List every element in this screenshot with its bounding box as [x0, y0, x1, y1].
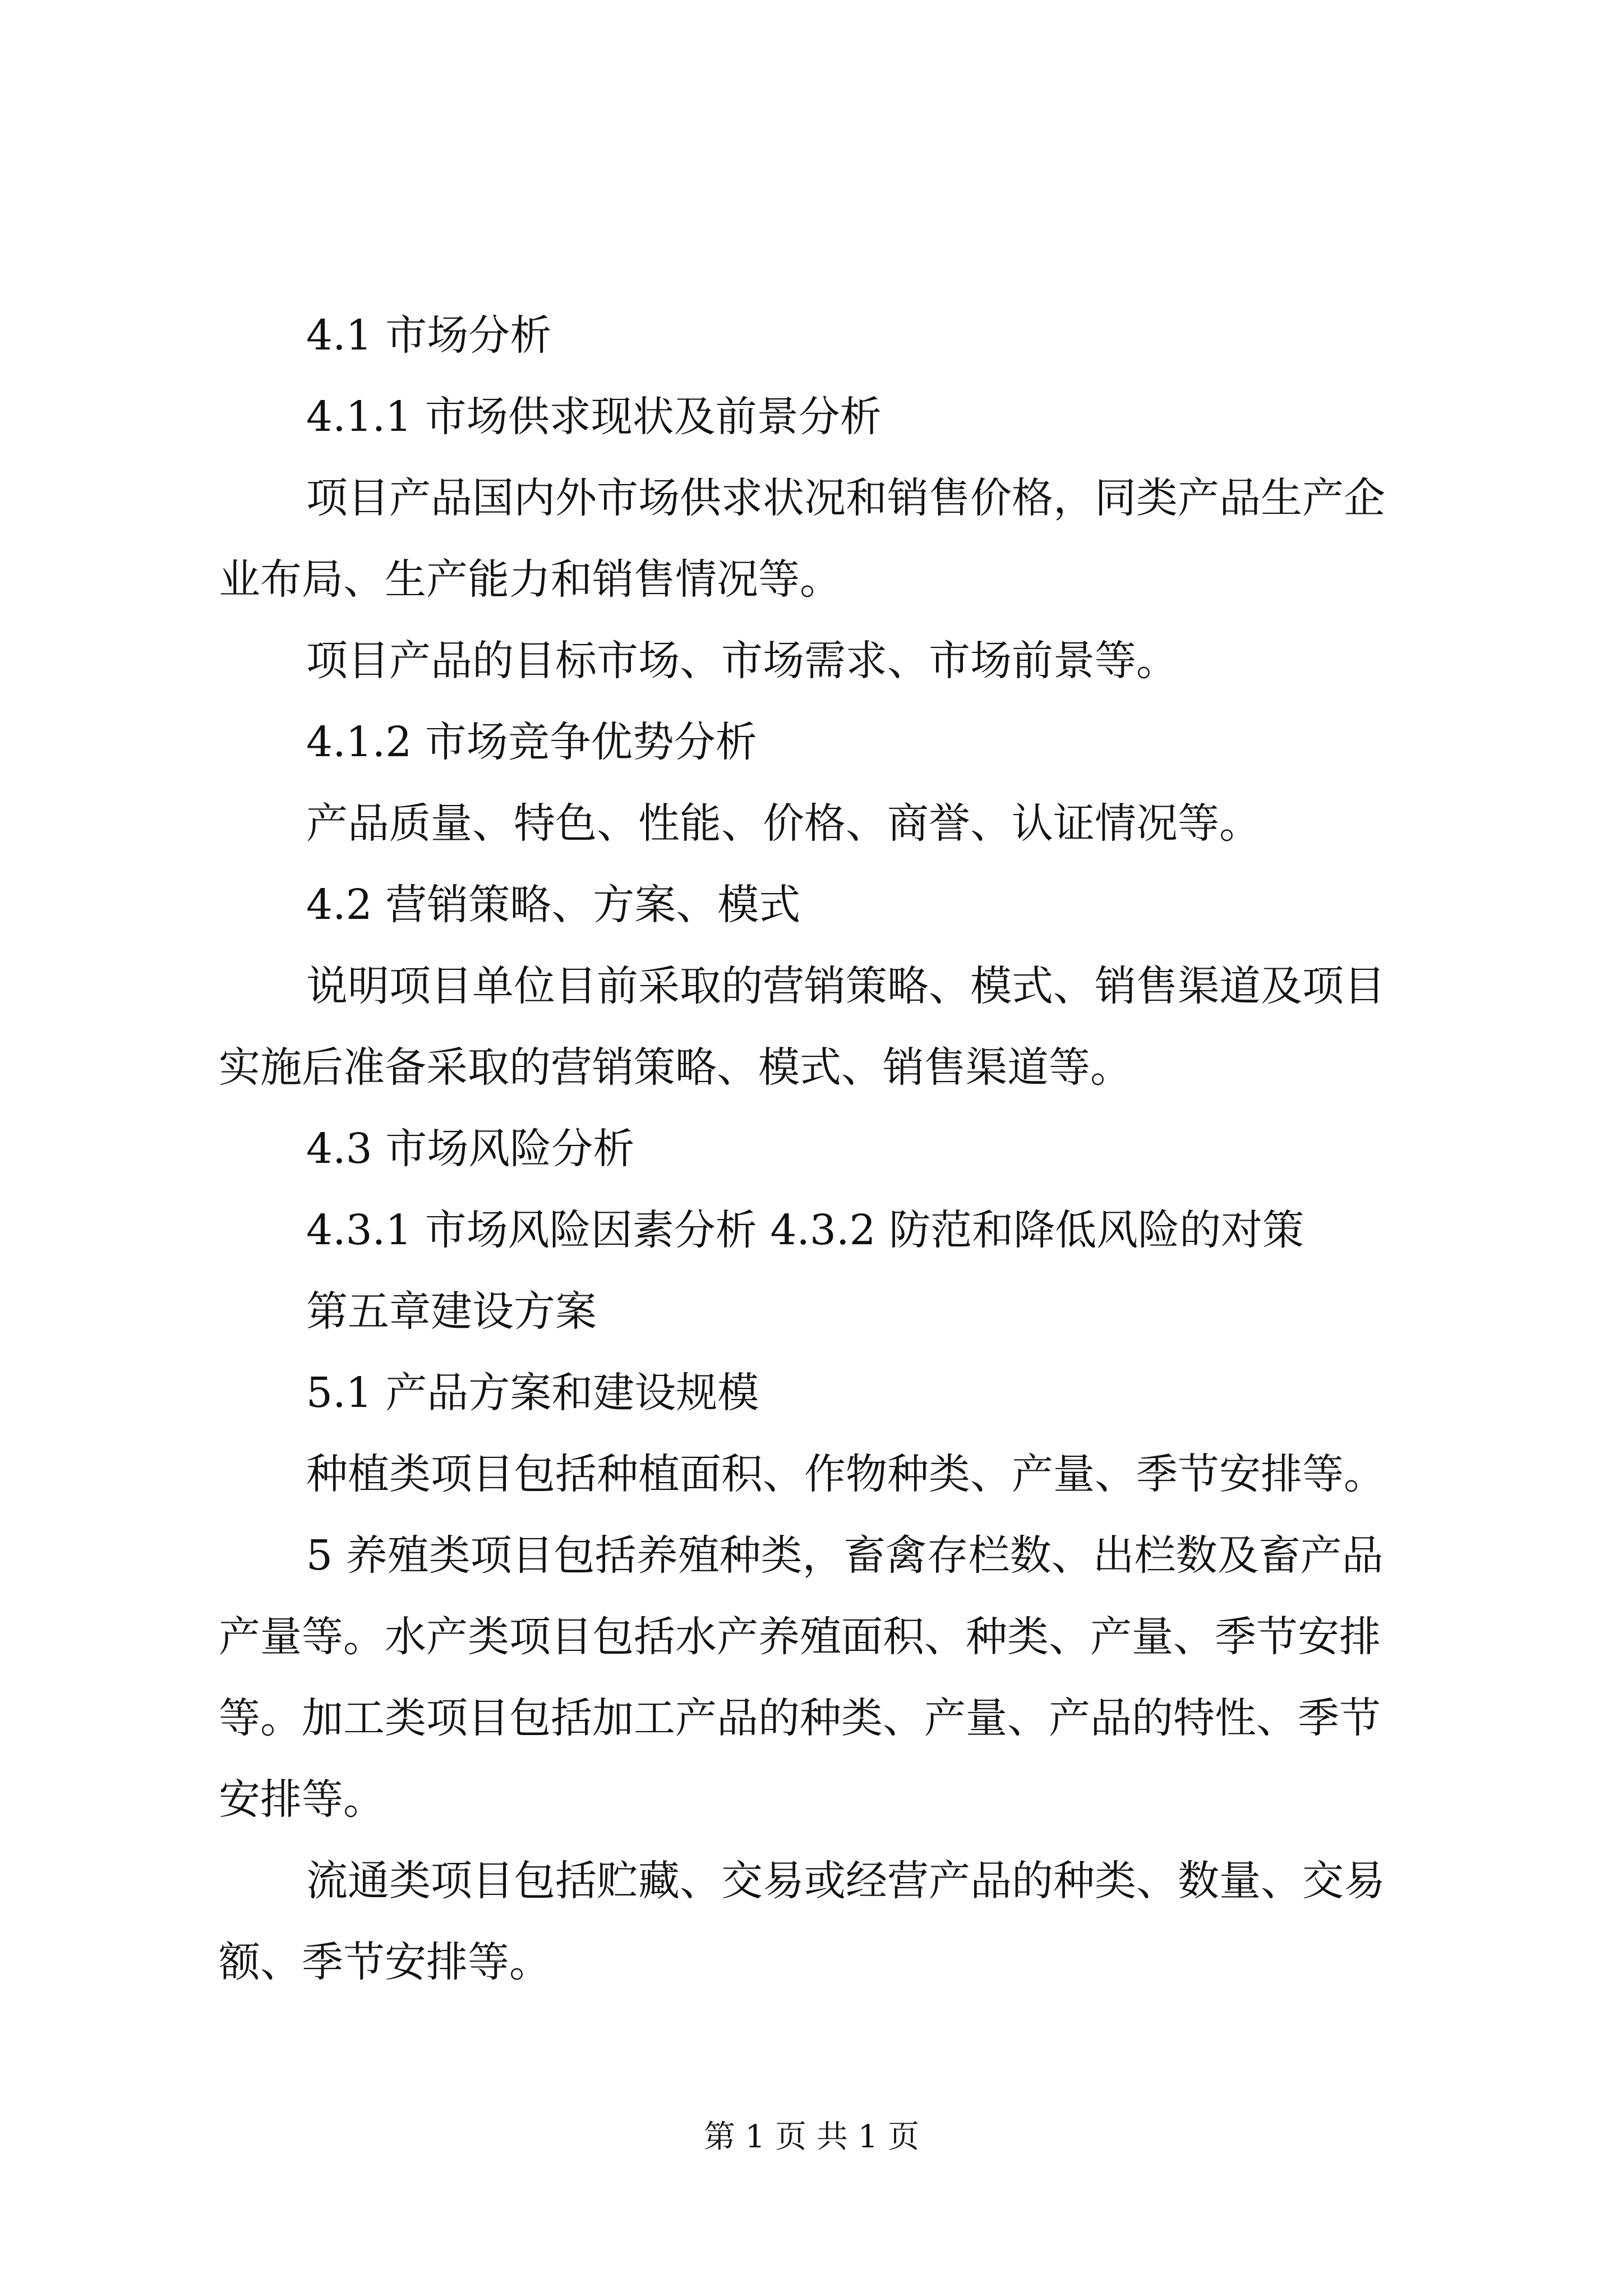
heading-4-1-1: 4.1.1 市场供求现状及前景分析 — [306, 393, 882, 441]
paragraph-line: 产量等。水产类项目包括水产养殖面积、种类、产量、季节安排 — [219, 1613, 1381, 1661]
paragraph-line: 额、季节安排等。 — [219, 1938, 551, 1986]
heading-4-2: 4.2 营销策略、方案、模式 — [306, 881, 801, 929]
paragraph-line: 项目产品的目标市场、市场需求、市场前景等。 — [306, 637, 1178, 685]
heading-4-1: 4.1 市场分析 — [306, 311, 552, 360]
heading-5-1: 5.1 产品方案和建设规模 — [306, 1369, 759, 1417]
paragraph-line: 安排等。 — [219, 1775, 385, 1824]
chapter-five-heading: 第五章建设方案 — [306, 1287, 597, 1336]
paragraph-line: 业布局、生产能力和销售情况等。 — [219, 555, 841, 604]
paragraph-line: 说明项目单位目前采取的营销策略、模式、销售渠道及项目 — [306, 962, 1385, 1010]
paragraph-line: 流通类项目包括贮藏、交易或经营产品的种类、数量、交易 — [306, 1857, 1385, 1905]
paragraph-line: 产品质量、特色、性能、价格、商誉、认证情况等。 — [306, 799, 1261, 848]
page-footer: 第 1 页 共 1 页 — [703, 2119, 920, 2155]
heading-4-3: 4.3 市场风险分析 — [306, 1125, 635, 1173]
paragraph-line: 等。加工类项目包括加工产品的种类、产量、产品的特性、季节 — [219, 1694, 1381, 1742]
paragraph-line: 5 养殖类项目包括养殖种类，畜禽存栏数、出栏数及畜产品 — [306, 1531, 1384, 1580]
heading-4-1-2: 4.1.2 市场竞争优势分析 — [306, 718, 757, 766]
heading-4-3-1: 4.3.1 市场风险因素分析 4.3.2 防范和降低风险的对策 — [306, 1206, 1304, 1254]
paragraph-line: 实施后准备采取的营销策略、模式、销售渠道等。 — [219, 1043, 1132, 1092]
paragraph-line: 项目产品国内外市场供求状况和销售价格，同类产品生产企 — [306, 474, 1385, 522]
paragraph-line: 种植类项目包括种植面积、作物种类、产量、季节安排等。 — [306, 1450, 1385, 1498]
